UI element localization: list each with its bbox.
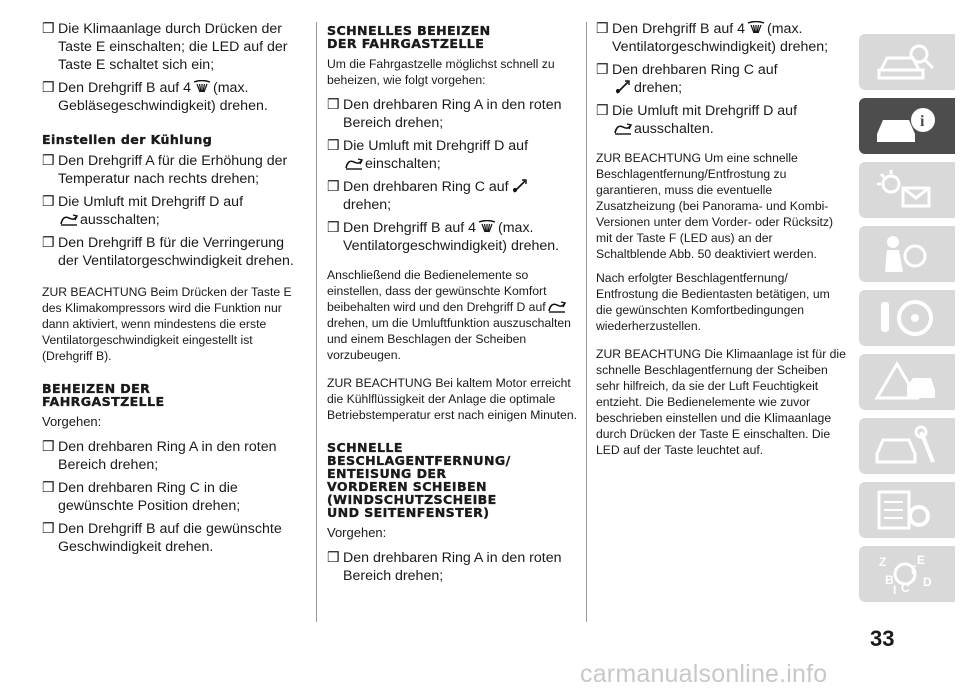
list-item: ❒ Den drehbaren Ring A in den roten Bereich drehen; — [42, 439, 277, 473]
checkbox-bullet-icon: ❒ — [327, 220, 340, 236]
checkbox-bullet-icon: ❒ — [42, 480, 55, 496]
section-heading: BEHEIZEN DER FAHRGASTZELLE — [42, 381, 165, 409]
intro-text: Um die Fahrgastzelle möglichst schnell zu beheizen, wie folgt vorgehen: — [327, 57, 555, 87]
svg-text:i: i — [920, 113, 925, 130]
note: ZUR BEACHTUNG Bei kaltem Motor erreicht die Kühlflüssigkeit der Anlage die optimale Betriebstemperatur erst nach einigen Minuten. — [327, 376, 577, 422]
list-item: ❒ Den Drehgriff B für die Verringerung der Ventilatorgeschwindigkeit drehen. — [42, 235, 294, 269]
defrost-icon — [511, 179, 529, 193]
list-item: ❒ Die Umluft mit Drehgriff D auf ausschalten; — [42, 194, 244, 228]
defrost-icon — [614, 80, 632, 94]
checkbox-bullet-icon: ❒ — [596, 103, 609, 119]
sidebar-tab-index[interactable] — [859, 546, 955, 602]
fan-speed-icon — [193, 80, 211, 94]
fan-speed-icon — [478, 220, 496, 234]
car-info-icon — [873, 104, 943, 148]
key-steering-wheel-icon — [873, 296, 943, 340]
column-2 — [327, 20, 577, 590]
sidebar-tab-car-search[interactable] — [859, 34, 955, 90]
sidebar-tab-technical-data[interactable] — [859, 482, 955, 538]
sidebar-tab-emergency[interactable] — [859, 354, 955, 410]
column-3 — [596, 20, 846, 466]
car-wrench-icon — [873, 424, 943, 468]
section-heading: Einstellen der Kühlung — [42, 132, 213, 147]
recirculation-icon — [614, 121, 632, 135]
note: ZUR BEACHTUNG Die Klimaanlage ist für die schnelle Beschlagentfernung der Scheiben sehr hilfreich, da sie der Luft Feuchtigkeit entzieht. Die Bedienelemente wie zuvor beschrieben einstellen und die Klimaanlage durch Drücken der Taste E einschalten. Die LED auf der Taste leuchtet auf. — [596, 347, 846, 457]
sidebar-tab-lights[interactable] — [859, 162, 955, 218]
watermark-text: carmanualsonline.info — [580, 660, 828, 688]
warning-triangle-car-icon — [873, 360, 943, 404]
procedure-label: Vorgehen: — [327, 525, 387, 540]
fan-speed-icon — [747, 21, 765, 35]
svg-text:I: I — [893, 583, 897, 596]
list-item: ❒ Den Drehgriff B auf 4 (max. Ventilatorgeschwindigkeit) drehen. — [327, 220, 560, 254]
note: ZUR BEACHTUNG Beim Drücken der Taste E des Klimakompressors wird die Funktion nur dann aktiviert, wenn mindestens die erste Ventilatorgeschwindigkeit eingestellt ist (Drehgriff B). — [42, 285, 292, 363]
column-divider — [586, 22, 587, 622]
section-heading: SCHNELLE BESCHLAGENTFERNUNG/ ENTEISUNG DER VORDEREN SCHEIBEN (WINDSCHUTZSCHEIBE UND SEITENFENSTER) — [327, 440, 511, 520]
airbag-person-icon — [873, 232, 943, 276]
checkbox-bullet-icon: ❒ — [42, 235, 55, 251]
checkbox-bullet-icon: ❒ — [42, 21, 55, 37]
section-heading: SCHNELLES BEHEIZEN DER FAHRGASTZELLE — [327, 23, 491, 51]
list-item: ❒ Die Umluft mit Drehgriff D auf ausschalten. — [596, 103, 798, 137]
svg-text:Z: Z — [879, 555, 887, 569]
checkbox-bullet-icon: ❒ — [596, 21, 609, 37]
checkbox-bullet-icon: ❒ — [42, 194, 55, 210]
sidebar-tab-maintenance[interactable] — [859, 418, 955, 474]
sidebar-tab-car-info[interactable] — [859, 98, 955, 154]
car-search-icon — [873, 40, 943, 84]
sidebar-tab-start-drive[interactable] — [859, 290, 955, 346]
page-number: 33 — [870, 626, 895, 651]
list-item: ❒ Den Drehgriff B auf 4 (max. Gebläsegeschwindigkeit) drehen. — [42, 80, 268, 114]
paragraph: Nach erfolgter Beschlagentfernung/ Entfrostung die Bedientasten betätigen, um die gewünschten Komfortbedingungen wiederherzustellen. — [596, 271, 830, 333]
checkbox-bullet-icon: ❒ — [42, 439, 55, 455]
sidebar-tab-safety[interactable] — [859, 226, 955, 282]
svg-text:C: C — [901, 581, 910, 595]
list-item: ❒ Den Drehgriff A für die Erhöhung der Temperatur nach rechts drehen; — [42, 153, 288, 187]
list-item: ❒ Die Klimaanlage durch Drücken der Taste E einschalten; die LED auf der Taste E schaltet sich ein; — [42, 21, 288, 73]
recirculation-icon — [345, 156, 363, 170]
light-envelope-icon — [873, 168, 943, 212]
checkbox-bullet-icon: ❒ — [327, 97, 340, 113]
checkbox-bullet-icon: ❒ — [327, 179, 340, 195]
svg-text:D: D — [923, 575, 932, 589]
svg-text:E: E — [917, 553, 926, 567]
list-item: ❒ Die Umluft mit Drehgriff D auf einschalten; — [327, 138, 529, 172]
alphabet-index-icon — [873, 552, 943, 596]
recirculation-icon — [60, 212, 78, 226]
column-divider — [316, 22, 317, 622]
list-item: ❒ Den drehbaren Ring C auf drehen; — [596, 62, 778, 96]
checkbox-bullet-icon: ❒ — [327, 138, 340, 154]
checkbox-bullet-icon: ❒ — [42, 153, 55, 169]
checkbox-bullet-icon: ❒ — [327, 550, 340, 566]
procedure-label: Vorgehen: — [42, 414, 102, 429]
list-item: ❒ Den drehbaren Ring C aufdrehen; — [327, 178, 577, 214]
list-item: ❒ Den drehbaren Ring A in den roten Bereich drehen; — [327, 97, 562, 131]
list-item: ❒ Den Drehgriff B auf die gewünschte Geschwindigkeit drehen. — [42, 521, 282, 555]
recirculation-icon — [548, 299, 566, 313]
list-item: ❒ Den drehbaren Ring C in die gewünschte Position drehen; — [42, 480, 241, 514]
svg-text:T: T — [909, 563, 917, 577]
note: ZUR BEACHTUNG Um eine schnelle Beschlagentfernung/Entfrostung zu garantieren, muss die eventuelle Zusatzheizung (bei Panorama- und Kombi-Versionen unter dem Vorder- oder Rücksitz) mit der Taste F (LED aus) an der Schaltblende Abb. 50 deaktiviert werden. — [596, 151, 834, 261]
list-item: ❒ Den Drehgriff B auf 4 (max. Ventilatorgeschwindigkeit) drehen; — [596, 21, 829, 55]
checkbox-bullet-icon: ❒ — [42, 521, 55, 537]
checkbox-bullet-icon: ❒ — [42, 80, 55, 96]
column-1 — [42, 20, 300, 561]
checklist-gear-icon — [873, 488, 943, 532]
paragraph: Anschließend die Bedienelemente so einstellen, dass der gewünschte Komfort beibehalten wird und den Drehgriff D aufdrehen, um die Umluftfunktion auszuschalten und einem Beschlagen der Scheiben vorzubeugen. — [327, 268, 571, 362]
svg-text:B: B — [885, 573, 894, 587]
list-item: ❒ Den drehbaren Ring A in den roten Bereich drehen; — [327, 550, 562, 584]
checkbox-bullet-icon: ❒ — [596, 62, 609, 78]
